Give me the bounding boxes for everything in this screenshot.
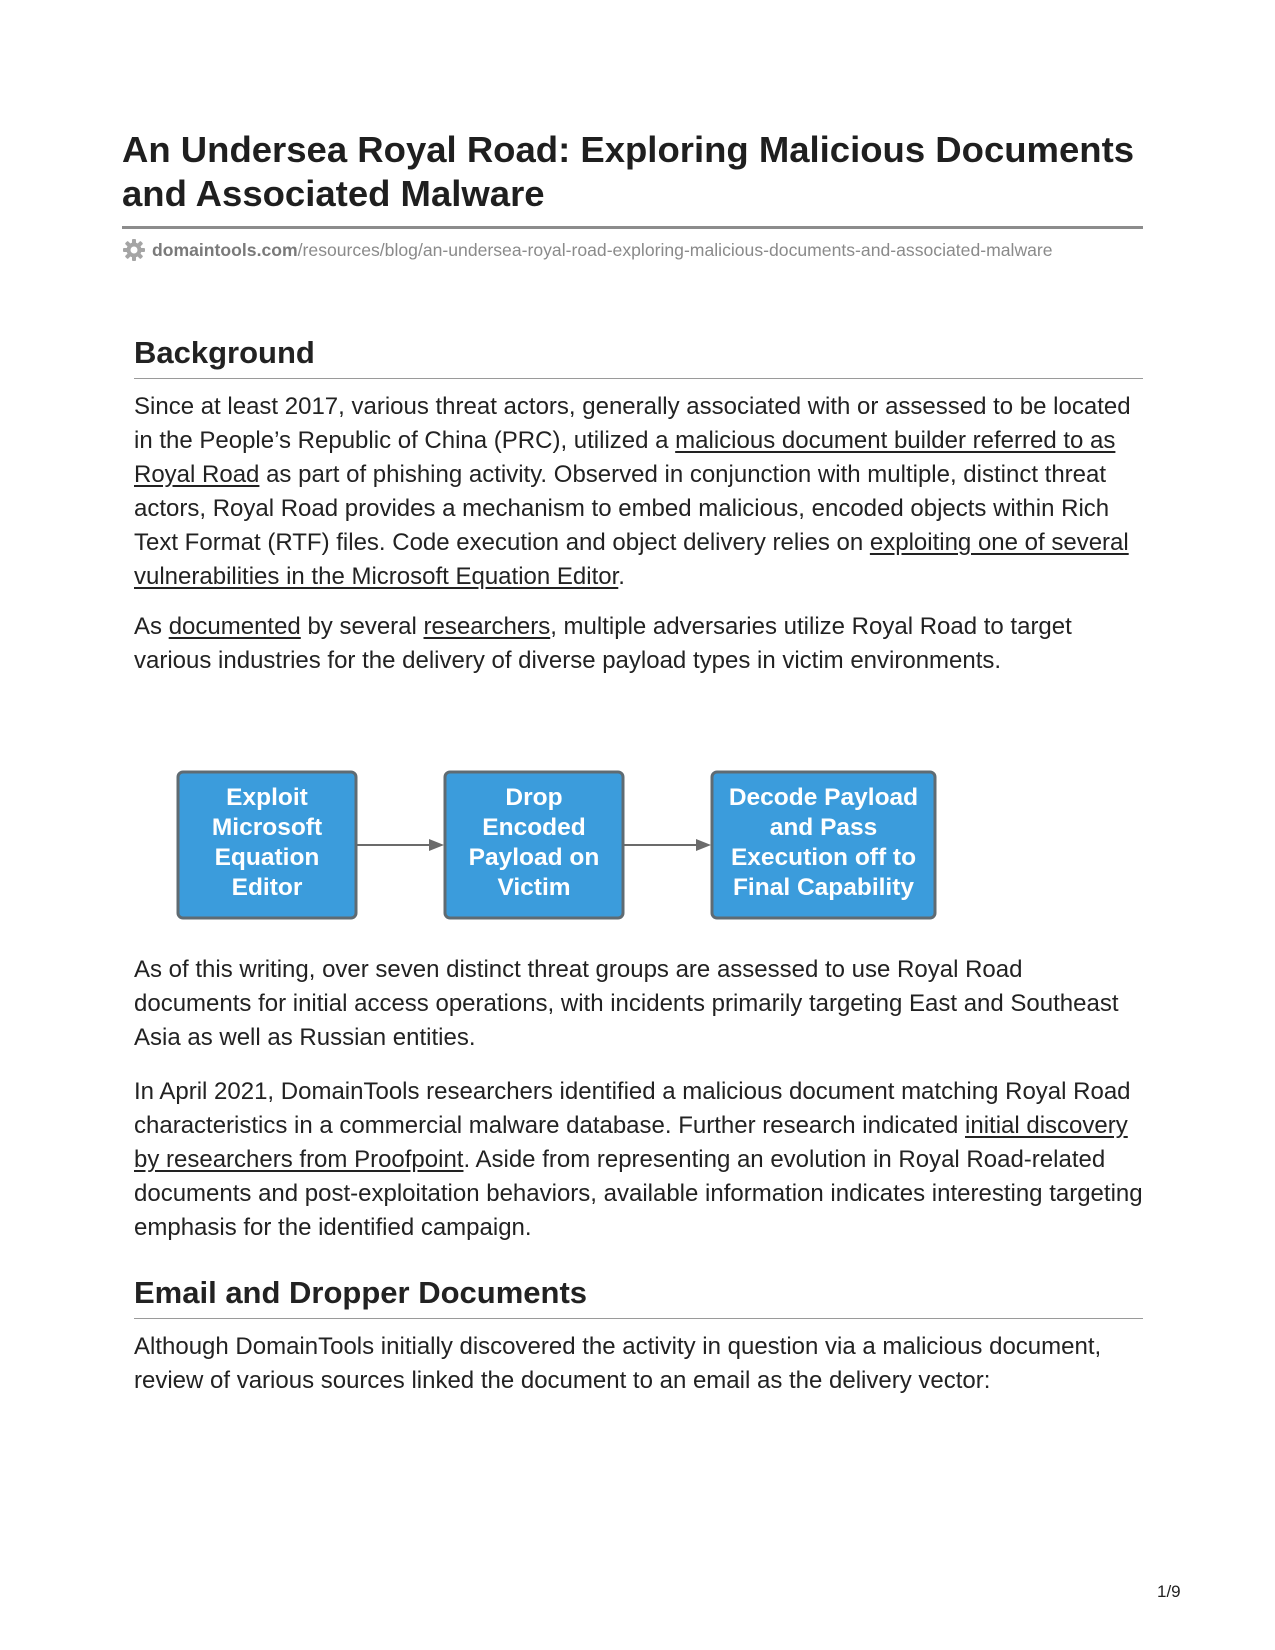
flow-step-node [445,772,623,918]
text-run: As of this writing, over seven distinct threat groups are assessed to use Royal Road documents for initial access operations, with incidents primarily targeting East and Southeast Asia as well as Russian entities. [134,956,1119,1051]
source-domain[interactable]: domaintools.com [152,239,298,260]
text-run: . [618,563,625,590]
text-run: In April 2021, DomainTools researchers identified a malicious document matching Royal Road characteristics in a commercial malware database. Further research indicated [134,1078,1131,1139]
title-divider [122,226,1143,229]
flow-step-label: Encoded [482,814,586,841]
paragraph [134,390,1144,594]
text-run: by several [300,613,424,640]
flow-arrow-head [696,839,711,851]
paragraph [134,610,1144,678]
flow-step-node [178,772,356,918]
inline-link[interactable]: researchers [423,613,551,640]
paragraph [134,1330,1144,1398]
source-path[interactable]: /resources/blog/an-undersea-royal-road-exploring-malicious-documents-and-associated-malware [297,239,1053,260]
flow-step-label: Microsoft [211,814,323,841]
gear-icon [122,238,146,262]
section-heading-background: Background [134,335,315,370]
section-divider [134,378,1143,379]
flow-step-label: Exploit [226,784,308,811]
page-number: 1/9 [1157,1582,1181,1601]
paragraph [134,1075,1144,1245]
flow-step-label: Decode Payload [728,784,919,811]
inline-link[interactable]: exploiting one of several vulnerabilities in the Microsoft Equation Editor [134,529,1129,590]
section-heading-email-dropper: Email and Dropper Documents [134,1275,588,1310]
page-title: An Undersea Royal Road: Exploring Malicious Documents and Associated Malware [122,129,1135,214]
text-run: As [134,613,169,640]
section-divider [134,1318,1143,1319]
flow-step-label: Execution off to [730,844,917,871]
text-run: Since at least 2017, various threat actors, generally associated with or assessed to be located in the People’s Republic of China (PRC), utilized a [134,393,1131,454]
inline-link[interactable]: documented [168,613,301,640]
flow-step-label: and Pass [769,814,878,841]
source-url[interactable] [122,238,1053,262]
inline-link[interactable]: malicious document builder referred to as Royal Road [134,427,1116,488]
flow-step-label: Equation [214,844,320,871]
text-run: Although DomainTools initially discovered the activity in question via a malicious document, review of various sources linked the document to an email as the delivery vector: [134,1333,1102,1394]
text-run: , multiple adversaries utilize Royal Road to target various industries for the delivery of diverse payload types in victim environments. [134,613,1072,674]
flow-step-label: Final Capability [732,874,915,901]
flow-arrow-head [429,839,444,851]
paragraph [134,953,1144,1055]
text-run: . Aside from representing an evolution in Royal Road-related documents and post-exploitation behaviors, available information indicates interesting targeting emphasis for the identified campaign. [134,1146,1143,1241]
inline-link[interactable]: initial discovery by researchers from Proofpoint [134,1112,1128,1173]
flow-step-label: Drop [505,784,563,811]
text-run: as part of phishing activity. Observed in conjunction with multiple, distinct threat actors, Royal Road provides a mechanism to embed malicious, encoded objects within Rich Text Format (RTF) files. Code execution and object delivery relies on [134,461,1110,556]
attack-flow-diagram [176,770,976,930]
flow-step-label: Victim [497,874,571,901]
flow-step-label: Editor [231,874,303,901]
flow-step-node [712,772,935,918]
flow-step-label: Payload on [468,844,600,871]
